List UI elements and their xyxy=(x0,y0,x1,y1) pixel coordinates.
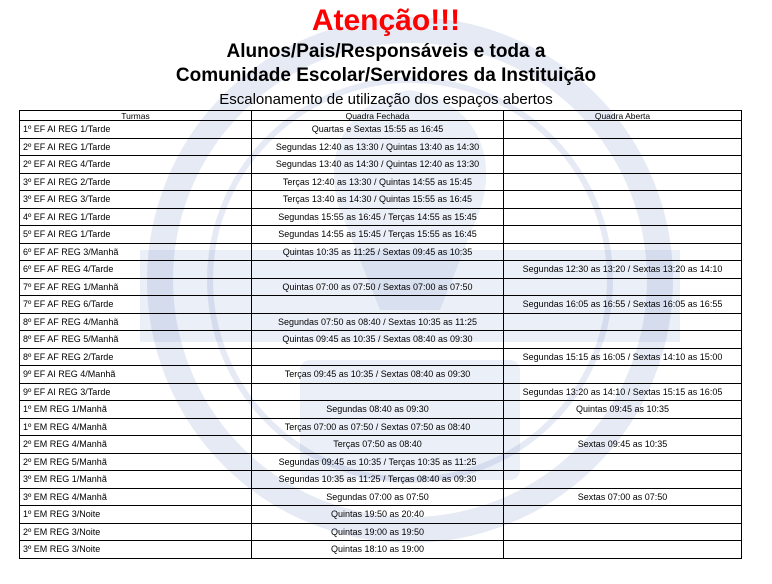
table-row xyxy=(20,418,742,436)
quadra-fechada-cell: Quintas 10:35 as 11:25 / Sextas 09:45 as 10:35 xyxy=(252,243,504,261)
quadra-fechada-cell: Quintas 07:00 as 07:50 / Sextas 07:00 as 07:50 xyxy=(252,278,504,296)
class-cell: 3º EF AI REG 3/Tarde xyxy=(20,191,252,209)
quadra-fechada-cell: Quintas 19:50 as 20:40 xyxy=(252,506,504,524)
quadra-aberta-cell xyxy=(504,278,742,296)
class-cell: 2º EF AI REG 1/Tarde xyxy=(20,138,252,156)
quadra-aberta-cell: Segundas 15:15 as 16:05 / Sextas 14:10 as 15:00 xyxy=(504,348,742,366)
quadra-fechada-cell: Terças 09:45 as 10:35 / Sextas 08:40 as 09:30 xyxy=(252,366,504,384)
class-cell: 2º EM REG 5/Manhã xyxy=(20,453,252,471)
column-header-quadra-aberta: Quadra Aberta xyxy=(504,111,742,121)
table-row xyxy=(20,208,742,226)
column-header-turmas: Turmas xyxy=(20,111,252,121)
quadra-fechada-cell: Terças 12:40 as 13:30 / Quintas 14:55 as 15:45 xyxy=(252,173,504,191)
table-row xyxy=(20,436,742,454)
quadra-aberta-cell xyxy=(504,121,742,139)
class-cell: 4º EF AI REG 1/Tarde xyxy=(20,208,252,226)
quadra-aberta-cell xyxy=(504,226,742,244)
alert-title: Atenção!!! xyxy=(311,4,461,37)
table-row xyxy=(20,488,742,506)
class-cell: 1º EM REG 1/Manhã xyxy=(20,401,252,419)
quadra-fechada-cell: Terças 13:40 as 14:30 / Quintas 15:55 as 16:45 xyxy=(252,191,504,209)
quadra-aberta-cell xyxy=(504,471,742,489)
table-row xyxy=(20,348,742,366)
quadra-aberta-cell xyxy=(504,191,742,209)
class-cell: 3º EF AI REG 2/Tarde xyxy=(20,173,252,191)
quadra-fechada-cell: Quintas 18:10 as 19:00 xyxy=(252,541,504,559)
quadra-fechada-cell: Segundas 09:45 as 10:35 / Terças 10:35 as 11:25 xyxy=(252,453,504,471)
class-cell: 7º EF AF REG 1/Manhã xyxy=(20,278,252,296)
quadra-fechada-cell: Segundas 12:40 as 13:30 / Quintas 13:40 as 14:30 xyxy=(252,138,504,156)
table-row xyxy=(20,226,742,244)
schedule-caption: Escalonamento de utilização dos espaços abertos xyxy=(219,91,553,108)
table-row xyxy=(20,401,742,419)
quadra-aberta-cell: Segundas 13:20 as 14:10 / Sextas 15:15 as 16:05 xyxy=(504,383,742,401)
table-row xyxy=(20,541,742,559)
quadra-aberta-cell xyxy=(504,313,742,331)
class-cell: 2º EM REG 3/Noite xyxy=(20,523,252,541)
table-row xyxy=(20,243,742,261)
table-row xyxy=(20,331,742,349)
quadra-fechada-cell: Quintas 09:45 as 10:35 / Sextas 08:40 as 09:30 xyxy=(252,331,504,349)
quadra-aberta-cell: Segundas 12:30 as 13:20 / Sextas 13:20 as 14:10 xyxy=(504,261,742,279)
quadra-aberta-cell xyxy=(504,523,742,541)
quadra-aberta-cell xyxy=(504,243,742,261)
table-row xyxy=(20,296,742,314)
quadra-aberta-cell: Sextas 07:00 as 07:50 xyxy=(504,488,742,506)
quadra-aberta-cell: Quintas 09:45 as 10:35 xyxy=(504,401,742,419)
quadra-fechada-cell xyxy=(252,348,504,366)
quadra-fechada-cell: Segundas 08:40 as 09:30 xyxy=(252,401,504,419)
quadra-aberta-cell xyxy=(504,541,742,559)
table-row xyxy=(20,366,742,384)
quadra-fechada-cell: Segundas 13:40 as 14:30 / Quintas 12:40 as 13:30 xyxy=(252,156,504,174)
audience-line-1: Alunos/Pais/Responsáveis e toda a xyxy=(226,41,546,62)
quadra-fechada-cell xyxy=(252,296,504,314)
schedule-table-body xyxy=(20,121,742,559)
class-cell: 8º EF AF REG 5/Manhã xyxy=(20,331,252,349)
class-cell: 8º EF AF REG 4/Manhã xyxy=(20,313,252,331)
column-header-quadra-fechada: Quadra Fechada xyxy=(252,111,504,121)
quadra-aberta-cell xyxy=(504,453,742,471)
class-cell: 5º EF AI REG 1/Tarde xyxy=(20,226,252,244)
quadra-fechada-cell: Terças 07:50 as 08:40 xyxy=(252,436,504,454)
audience-line-2: Comunidade Escolar/Servidores da Instituição xyxy=(175,65,597,86)
table-row xyxy=(20,173,742,191)
class-cell: 1º EM REG 3/Noite xyxy=(20,506,252,524)
class-cell: 3º EM REG 3/Noite xyxy=(20,541,252,559)
table-row xyxy=(20,383,742,401)
table-row xyxy=(20,313,742,331)
quadra-aberta-cell xyxy=(504,366,742,384)
class-cell: 8º EF AF REG 2/Tarde xyxy=(20,348,252,366)
quadra-aberta-cell xyxy=(504,418,742,436)
table-row xyxy=(20,138,742,156)
quadra-fechada-cell: Quintas 19:00 as 19:50 xyxy=(252,523,504,541)
table-row xyxy=(20,278,742,296)
table-row xyxy=(20,523,742,541)
quadra-aberta-cell: Segundas 16:05 as 16:55 / Sextas 16:05 as 16:55 xyxy=(504,296,742,314)
schedule-table xyxy=(19,110,742,559)
table-row xyxy=(20,156,742,174)
quadra-fechada-cell: Segundas 07:00 as 07:50 xyxy=(252,488,504,506)
table-header-row xyxy=(20,111,742,121)
quadra-aberta-cell xyxy=(504,138,742,156)
quadra-fechada-cell: Terças 07:00 as 07:50 / Sextas 07:50 as 08:40 xyxy=(252,418,504,436)
quadra-fechada-cell: Quartas e Sextas 15:55 as 16:45 xyxy=(252,121,504,139)
quadra-fechada-cell xyxy=(252,383,504,401)
class-cell: 9º EF AI REG 3/Tarde xyxy=(20,383,252,401)
table-row xyxy=(20,453,742,471)
quadra-aberta-cell xyxy=(504,173,742,191)
class-cell: 1º EM REG 4/Manhã xyxy=(20,418,252,436)
quadra-aberta-cell: Sextas 09:45 as 10:35 xyxy=(504,436,742,454)
quadra-aberta-cell xyxy=(504,331,742,349)
quadra-fechada-cell: Segundas 14:55 as 15:45 / Terças 15:55 as 16:45 xyxy=(252,226,504,244)
quadra-aberta-cell xyxy=(504,208,742,226)
table-row xyxy=(20,471,742,489)
table-row xyxy=(20,506,742,524)
table-row xyxy=(20,121,742,139)
class-cell: 1º EF AI REG 1/Tarde xyxy=(20,121,252,139)
class-cell: 9º EF AI REG 4/Manhã xyxy=(20,366,252,384)
quadra-fechada-cell xyxy=(252,261,504,279)
quadra-aberta-cell xyxy=(504,506,742,524)
class-cell: 6º EF AF REG 3/Manhã xyxy=(20,243,252,261)
quadra-fechada-cell: Segundas 15:55 as 16:45 / Terças 14:55 as 15:45 xyxy=(252,208,504,226)
class-cell: 3º EM REG 4/Manhã xyxy=(20,488,252,506)
quadra-fechada-cell: Segundas 07:50 as 08:40 / Sextas 10:35 as 11:25 xyxy=(252,313,504,331)
class-cell: 3º EM REG 1/Manhã xyxy=(20,471,252,489)
class-cell: 2º EF AI REG 4/Tarde xyxy=(20,156,252,174)
table-row xyxy=(20,191,742,209)
class-cell: 2º EM REG 4/Manhã xyxy=(20,436,252,454)
quadra-aberta-cell xyxy=(504,156,742,174)
class-cell: 7º EF AF REG 6/Tarde xyxy=(20,296,252,314)
quadra-fechada-cell: Segundas 10:35 as 11:25 / Terças 08:40 as 09:30 xyxy=(252,471,504,489)
table-row xyxy=(20,261,742,279)
class-cell: 6º EF AF REG 4/Tarde xyxy=(20,261,252,279)
